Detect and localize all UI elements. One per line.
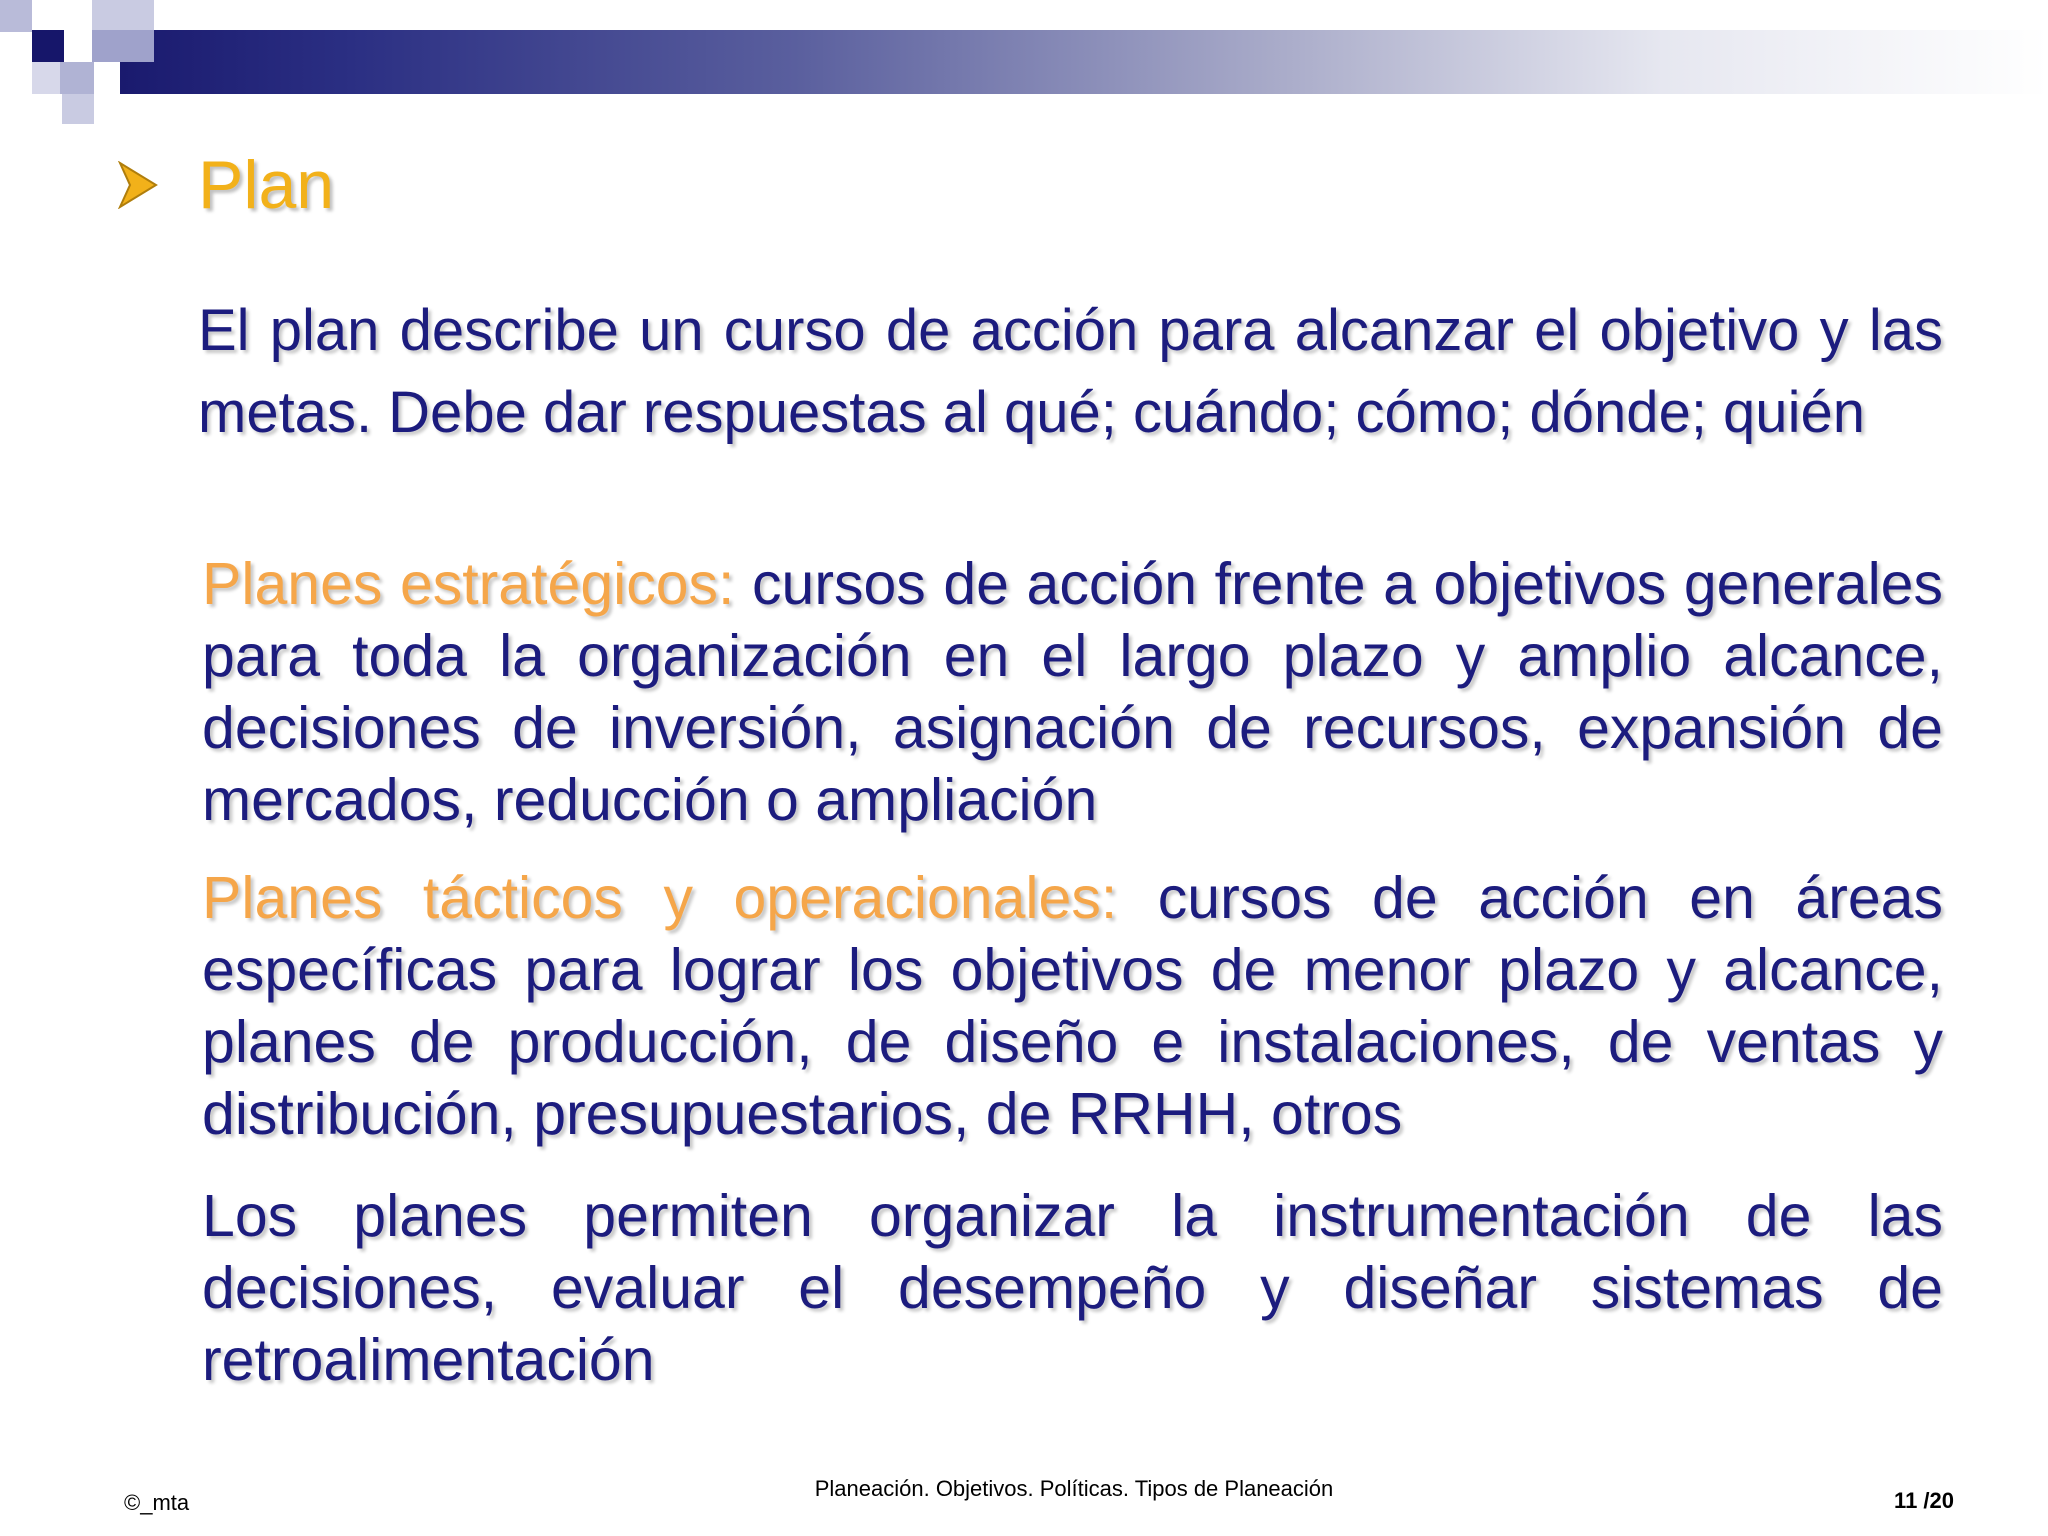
- header-decor-square: [0, 0, 32, 32]
- strategic-plans-paragraph: [202, 548, 1943, 836]
- header-decor-square: [92, 0, 154, 30]
- strategic-plans-lead: Planes estratégicos:: [202, 551, 735, 617]
- header-decor-square: [32, 30, 64, 62]
- intro-paragraph: El plan describe un curso de acción para alcanzar el objetivo y las metas. Debe dar respuestas al qué; cuándo; cómo; dónde; quién: [198, 298, 1943, 445]
- strategic-plans-text: cursos de acción frente a objetivos generales para toda la organización en el largo plazo y amplio alcance, decisiones de inversión, asignación de recursos, expansión de mercados, reducción o ampliación: [202, 551, 1943, 833]
- header-decor-square: [62, 94, 94, 124]
- header-gradient-bar: [120, 30, 2048, 94]
- slide-title: Plan: [198, 147, 335, 223]
- tactical-plans-paragraph: [202, 862, 1943, 1150]
- title-row: [118, 140, 334, 230]
- footer-subject: Planeación. Objetivos. Políticas. Tipos de Planeación: [814, 1476, 1334, 1501]
- arrowhead-bullet-icon: [118, 161, 158, 209]
- page-number: 11 /20: [1894, 1488, 1954, 1513]
- tactical-plans-text: cursos de acción en áreas específicas para lograr los objetivos de menor plazo y alcance, planes de producción, de diseño e instalaciones, de ventas y distribución, presupuestarios, de RRHH, otros: [202, 865, 1943, 1147]
- tactical-plans-lead: Planes tácticos y operacionales:: [202, 865, 1118, 931]
- closing-paragraph: Los planes permiten organizar la instrumentación de las decisiones, evaluar el desempeño y diseñar sistemas de retroalimentación: [202, 1183, 1943, 1393]
- footer-author: ©_mta: [124, 1490, 190, 1515]
- header-decor-square: [60, 62, 94, 94]
- header-decor-square: [92, 30, 154, 62]
- header-decor-square: [32, 62, 60, 94]
